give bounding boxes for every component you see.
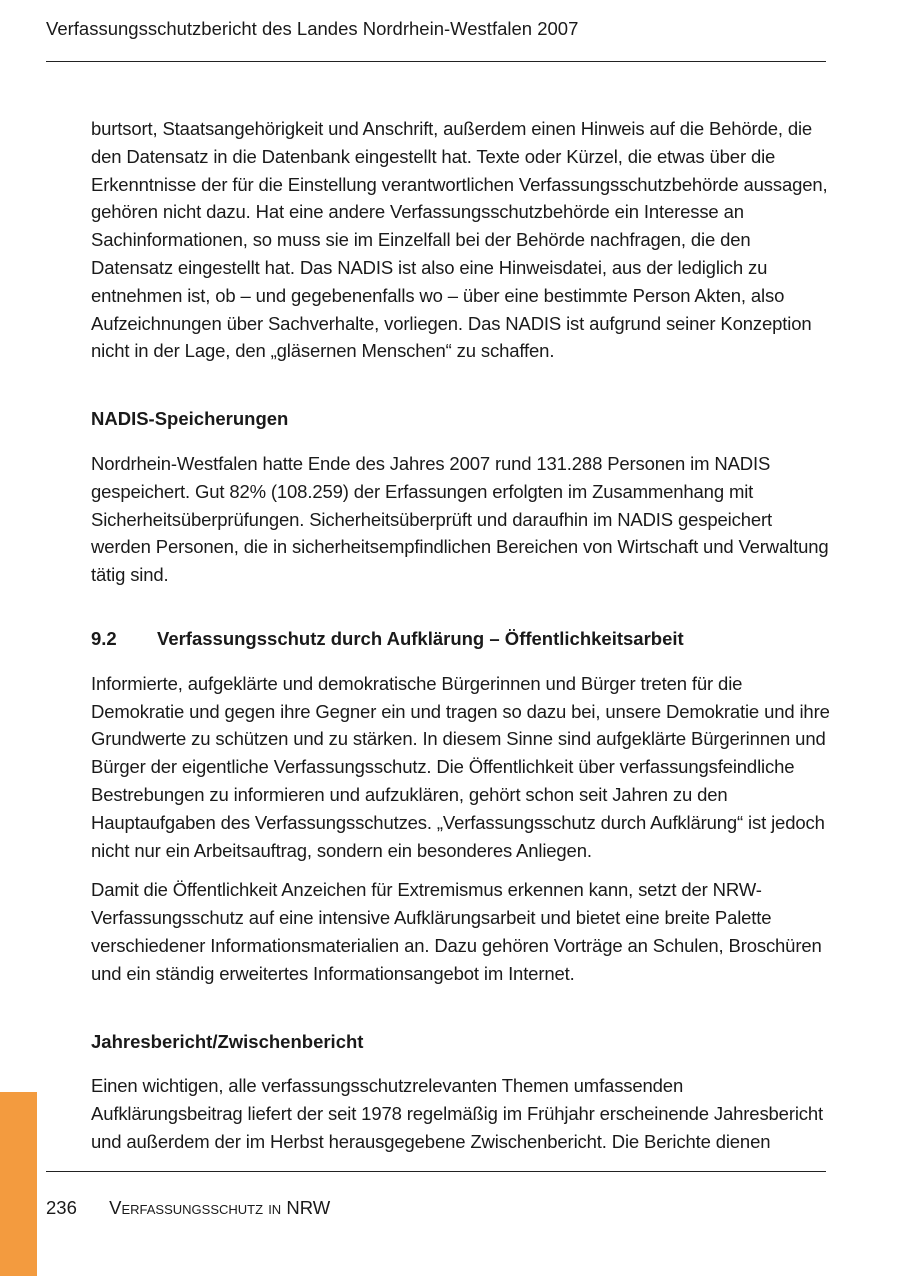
section-paragraph-2: Damit die Öffentlichkeit Anzeichen für Extremismus erkennen kann, setzt der NRW-Verfassungsschutz auf eine intensive Aufklärungsarbeit und bietet eine breite Palette verschiedener Informationsmaterialien an. Dazu gehören Vorträge an Schulen, Broschüren und ein ständig erweitertes Informationsangebot im Internet. [91,879,822,984]
chapter-tab-marker [0,1092,37,1276]
footer-rule [46,1171,826,1172]
jahresbericht-heading: Jahresbericht/Zwischenbericht [91,1030,364,1052]
header-rule [46,61,826,62]
section-heading [91,625,831,653]
nadis-heading: NADIS-Speicherungen [91,408,289,430]
page-number: 236 [46,1197,77,1218]
footer-section-label: Verfassungsschutz in NRW [109,1197,331,1218]
running-header: Verfassungsschutzbericht des Landes Nordrhein-Westfalen 2007 [46,18,579,39]
main-content [91,115,831,1156]
jahresbericht-paragraph: Einen wichtigen, alle verfassungsschutzrelevanten Themen umfassenden Aufklärungsbeitrag liefert der seit 1978 regelmäßig im Frühjahr erscheinende Jahresbericht und außerdem der im Herbst herausgegebene Zwischenbericht. Die Berichte dienen [91,1075,824,1152]
nadis-paragraph: Nordrhein-Westfalen hatte Ende des Jahres 2007 rund 131.288 Personen im NADIS gespeichert. Gut 82% (108.259) der Erfassungen erfolgten im Zusammenhang mit Sicherheitsüberprüfungen. Sicherheitsüberprüft und daraufhin im NADIS gespeichert werden Personen, die in sicherheitsempfindlichen Bereichen von Wirtschaft und Verwaltung tätig sind. [91,452,829,586]
page-footer [46,1196,330,1220]
section-paragraph-1: Informierte, aufgeklärte und demokratische Bürgerinnen und Bürger treten für die Demokratie und gegen ihre Gegner ein und tragen so dazu bei, unsere Demokratie und ihre Grundwerte zu schützen und zu stärken. In diesem Sinne sind aufgeklärte Bürgerinnen und Bürger der eigentliche Verfassungsschutz. Die Öffentlichkeit über verfassungsfeindliche Bestrebungen zu informieren und aufzuklären, gehört schon seit Jahren zu den Hauptaufgaben des Verfassungsschutzes. „Verfassungsschutz durch Aufklärung“ ist jedoch nicht nur ein Arbeitsauftrag, sondern ein besonderes Anliegen. [91,672,830,861]
section-number: 9.2 [91,627,117,649]
intro-paragraph: burtsort, Staatsangehörigkeit und Anschrift, außerdem einen Hinweis auf die Behörde, die den Datensatz in die Datenbank eingestellt hat. Texte oder Kürzel, die etwas über die Erkenntnisse der für die Einstellung verantwortlichen Verfassungsschutzbehörde aussagen, gehören nicht dazu. Hat eine andere Verfassungsschutzbehörde ein Interesse an Sachinformationen, so muss sie im Einzelfall bei der Behörde nachfragen, die den Datensatz eingestellt hat. Das NADIS ist also eine Hinweisdatei, aus der lediglich zu entnehmen ist, ob – und gegebenenfalls wo – über eine bestimmte Person Akten, also Aufzeichnungen über Sachverhalte, vorliegen. Das NADIS ist aufgrund seiner Konzeption nicht in der Lage, den „gläsernen Menschen“ zu schaffen. [91,118,828,362]
section-title: Verfassungsschutz durch Aufklärung – Öffentlichkeitsarbeit [157,627,684,649]
